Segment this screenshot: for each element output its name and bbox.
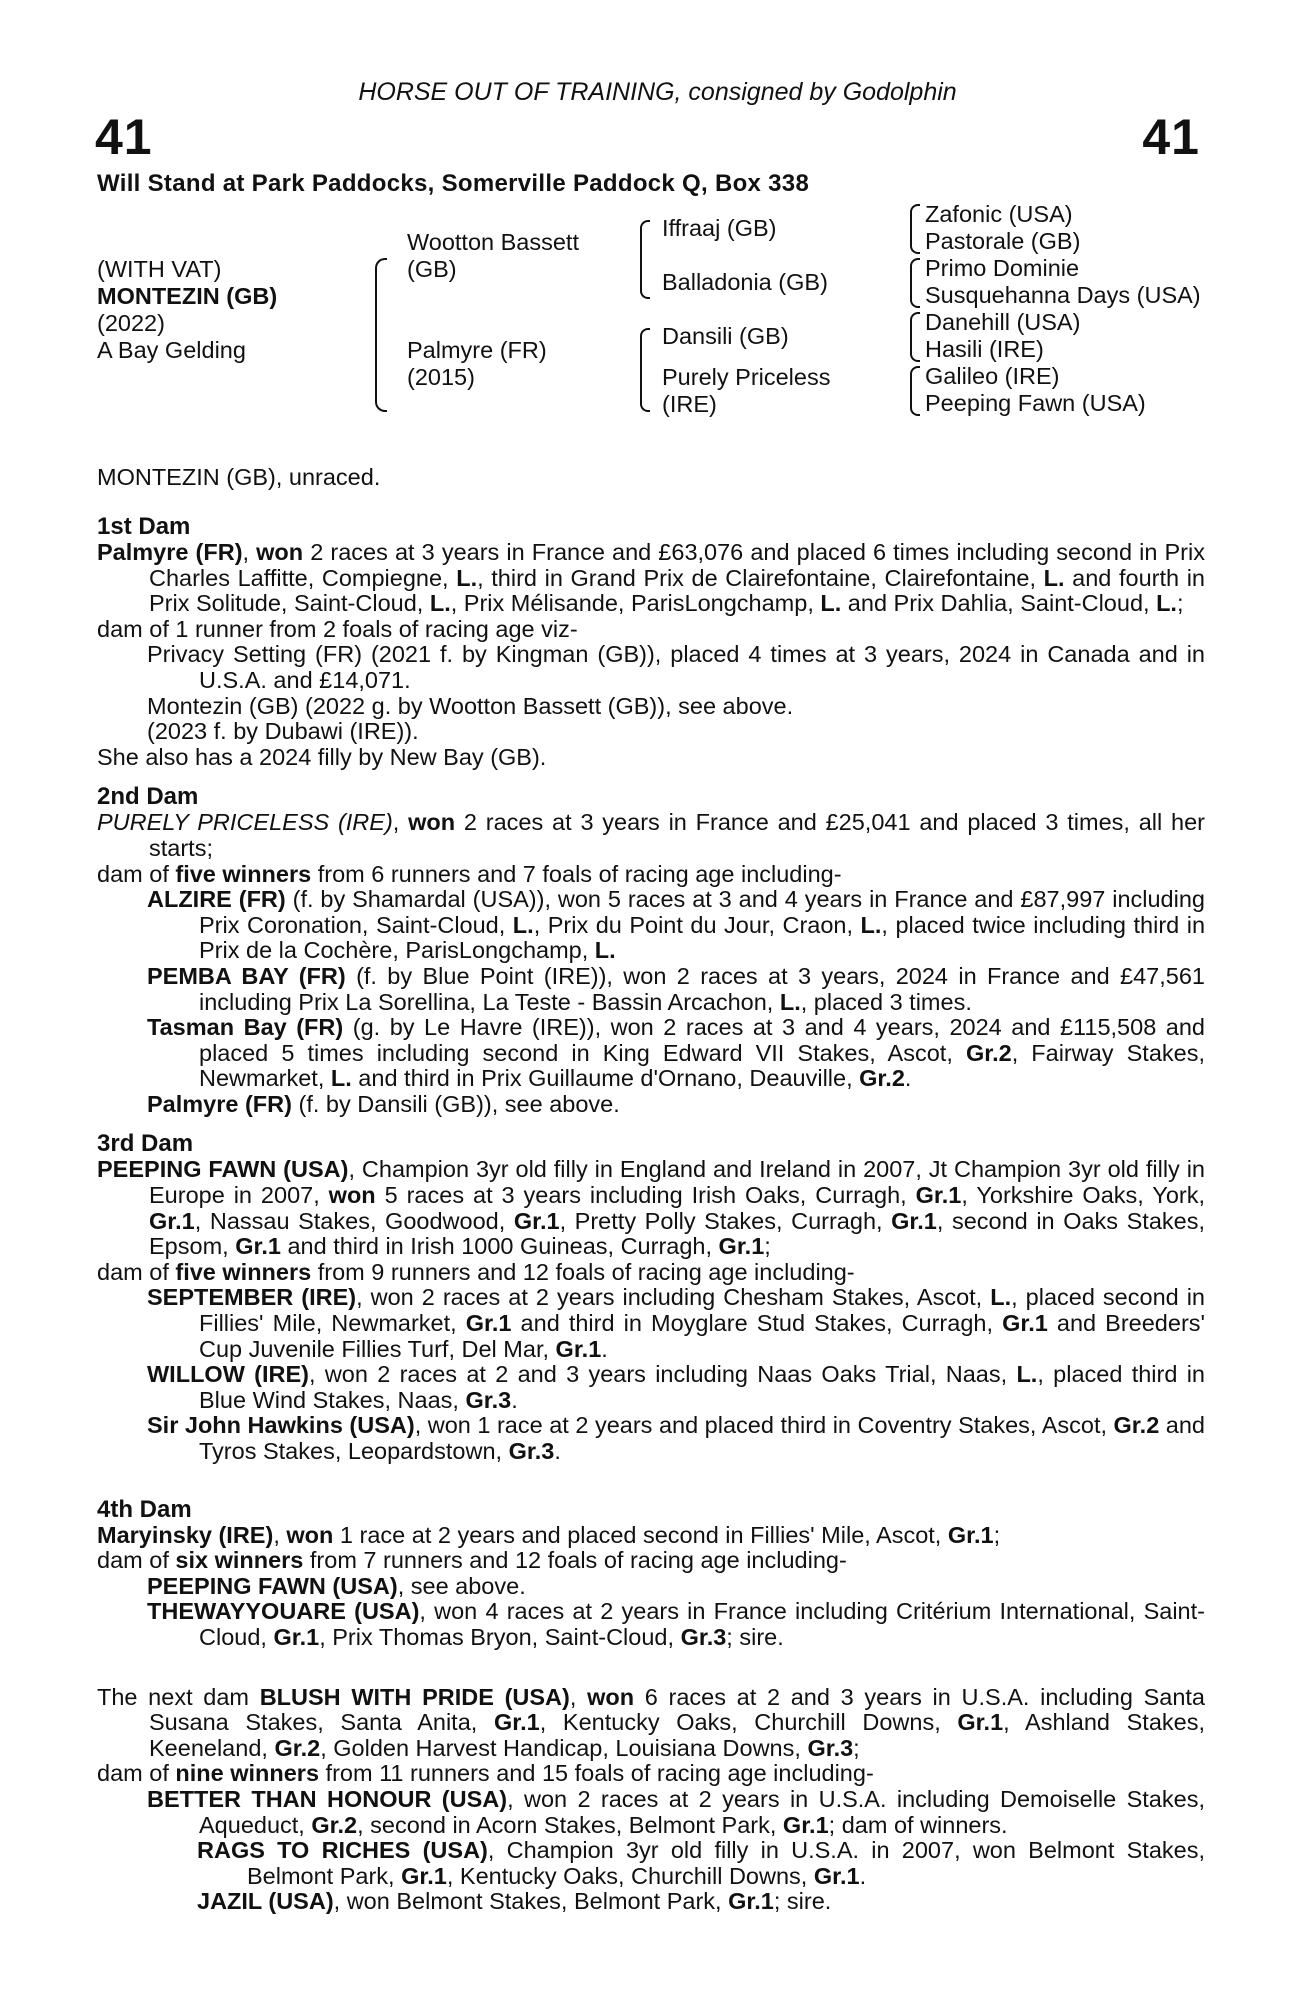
text: , second in Acorn Stakes, Belmont Park, — [357, 1811, 783, 1838]
offspring-entry — [97, 1599, 1205, 1650]
text: , second in Oaks Stakes, Epsom, — [149, 1207, 1205, 1260]
ped-ddd: Peeping Fawn (USA) — [925, 390, 1146, 416]
second-dam-produce-intro — [97, 862, 1205, 888]
offspring-name: JAZIL (USA) — [197, 1888, 334, 1915]
text: from 7 runners and 12 foals of racing age including- — [303, 1547, 847, 1574]
text: ; sire. — [773, 1888, 832, 1915]
group-mark: Gr.1 — [915, 1182, 962, 1209]
lot-number-right: 41 — [1142, 109, 1200, 165]
listed-mark: L. — [594, 937, 616, 964]
text: , won 4 races at 2 years in France including Critérium International, Saint-Cloud, — [199, 1598, 1205, 1650]
group-mark: Gr.1 — [718, 1233, 765, 1260]
won-label: won — [587, 1683, 635, 1710]
offspring-name: BETTER THAN HONOUR (USA) — [147, 1785, 508, 1812]
offspring-entry: SEPTEMBER (IRE), won 2 races at 2 years including Chesham Stakes, Ascot, L., placed second in Fillies' Mile, Newmarket, Gr.1 and third in Moyglare Stud Stakes, Curragh, Gr.1 and Breeders' Cup Juvenile Fillies Turf, Del Mar, Gr.1. — [147, 1284, 1206, 1362]
text: , third in Grand Prix de Clairefontaine, Clairefontaine, — [477, 564, 1044, 591]
text: 5 races at 3 years including Irish Oaks, Curragh, — [375, 1182, 916, 1209]
text: , Golden Harvest Handicap, Louisiana Downs, — [320, 1734, 808, 1761]
text: and third in Prix Guillaume d'Ornano, Deauville, — [351, 1065, 860, 1092]
listed-mark: L. — [456, 564, 478, 591]
text: dam of — [97, 1760, 176, 1787]
listed-mark: L. — [779, 988, 801, 1015]
offspring-name: Sir John Hawkins (USA) — [147, 1412, 415, 1439]
listed-mark: L. — [512, 911, 534, 938]
offspring-name: PEMBA BAY (FR) — [147, 962, 346, 989]
winners-count: nine winners — [175, 1760, 320, 1787]
text: from 9 runners and 12 foals of racing age including- — [311, 1258, 855, 1285]
text: and Tyros Stakes, Leopardstown, — [199, 1412, 1206, 1464]
first-dam-heading: 1st Dam — [97, 513, 191, 540]
sire-sire: Iffraaj (GB) — [662, 215, 777, 241]
offspring-entry: RAGS TO RICHES (USA), Champion 3yr old filly in U.S.A. in 2007, won Belmont Stakes, Belmont Park, Gr.1, Kentucky Oaks, Churchill Downs, Gr.1. — [197, 1837, 1205, 1889]
text: , won 2 races at 2 years in U.S.A. including Demoiselle Stakes, Aqueduct, — [199, 1785, 1205, 1838]
listed-mark: L. — [820, 590, 842, 617]
group-mark: Gr.1 — [782, 1811, 829, 1838]
text: , Champion 3yr old filly in England and Ireland in 2007, Jt Champion 3yr old filly in Europe in 2007, — [149, 1156, 1206, 1209]
dam-brace — [640, 328, 650, 412]
dam-sections — [97, 514, 1205, 1915]
text: (f. by Dansili (GB)), see above. — [291, 1090, 620, 1117]
text: and third in Moyglare Stud Stakes, Curragh, — [511, 1310, 1003, 1337]
text: 1 race at 2 years and placed second in Fillies' Mile, Ascot, — [333, 1521, 948, 1548]
text: , Yorkshire Oaks, York, — [961, 1182, 1206, 1209]
text: , placed 3 times. — [800, 988, 972, 1015]
group-mark: Gr.2 — [1113, 1412, 1160, 1439]
group-mark: Gr.1 — [947, 1521, 994, 1548]
listed-mark: L. — [1156, 590, 1177, 617]
group-mark: Gr.1 — [728, 1888, 774, 1915]
next-dam-name: BLUSH WITH PRIDE (USA) — [259, 1683, 570, 1710]
text: dam of — [97, 860, 176, 887]
dam-year: (2015) — [407, 364, 475, 390]
won-label: won — [328, 1182, 376, 1209]
text: , see above. — [397, 1572, 526, 1599]
group-mark: Gr.2 — [311, 1811, 358, 1838]
fourth-dam-section — [97, 1497, 1205, 1651]
text: and Breeders' Cup Juvenile Fillies Turf, Del Mar, — [199, 1310, 1206, 1362]
sire-brace — [640, 220, 650, 299]
text: , Prix Mélisande, ParisLongchamp, — [450, 590, 821, 617]
text: , Nassau Stakes, Goodwood, — [194, 1207, 514, 1234]
third-dam-section — [97, 1131, 1205, 1464]
listed-mark: L. — [330, 1065, 352, 1092]
third-dam-heading: 3rd Dam — [97, 1130, 194, 1158]
ped-sds: Primo Dominie — [925, 255, 1080, 281]
text: , placed third in Blue Wind Stakes, Naas, — [199, 1361, 1206, 1413]
dam-dam: Purely Priceless — [662, 364, 831, 390]
offspring-name: RAGS TO RICHES (USA) — [197, 1837, 488, 1864]
group-mark: Gr.1 — [273, 1623, 320, 1650]
text: dam of — [97, 1547, 176, 1574]
won-label: won — [256, 539, 304, 565]
unraced-note: MONTEZIN (GB), unraced. — [97, 464, 381, 490]
winners-count: five winners — [175, 1258, 312, 1285]
group-mark: Gr.1 — [957, 1709, 1004, 1736]
first-dam-also: She also has a 2024 filly by New Bay (GB). — [97, 743, 547, 770]
sd-brace — [910, 258, 920, 308]
group-mark: Gr.1 — [1002, 1310, 1048, 1337]
offspring-entry: WILLOW (IRE), won 2 races at 2 and 3 years including Naas Oaks Trial, Naas, L., placed third in Blue Wind Stakes, Naas, Gr.3. — [147, 1361, 1206, 1413]
text: , Pretty Polly Stakes, Curragh, — [559, 1207, 892, 1234]
text: 6 races at 2 and 3 years in U.S.A. including Santa Susana Stakes, Santa Anita, — [149, 1683, 1205, 1736]
horse-year: (2022) — [97, 310, 165, 336]
dam-dam-country: (IRE) — [662, 391, 717, 417]
consignment-line: HORSE OUT OF TRAINING, consigned by Godolphin — [358, 78, 957, 106]
sire-dam: Balladonia (GB) — [662, 269, 828, 295]
won-label: won — [286, 1521, 334, 1548]
dam-name: Palmyre (FR) — [407, 337, 547, 363]
group-mark: Gr.1 — [401, 1862, 447, 1889]
listed-mark: L. — [860, 911, 882, 938]
fourth-dam-produce-intro — [97, 1548, 1205, 1574]
offspring-name: WILLOW (IRE) — [147, 1361, 309, 1388]
listed-mark: L. — [1043, 564, 1065, 591]
group-mark: Gr.1 — [555, 1335, 602, 1362]
offspring-entry — [97, 887, 1205, 964]
ss-brace — [910, 204, 920, 254]
text: , Prix du Point du Jour, Craon, — [533, 911, 861, 938]
text: , placed twice including third in Prix de la Cochère, ParisLongchamp, — [199, 911, 1206, 964]
fourth-dam-record: Maryinsky (IRE), won 1 race at 2 years and placed second in Fillies' Mile, Ascot, Gr.1; — [97, 1521, 1001, 1548]
text: ; sire. — [726, 1623, 784, 1650]
offspring-name: ALZIRE (FR) — [147, 886, 286, 913]
fourth-dam-name: Maryinsky (IRE) — [97, 1521, 274, 1548]
text: , placed second in Fillies' Mile, Newmarket, — [199, 1284, 1206, 1337]
second-dam-name: PURELY PRICELESS (IRE) — [97, 809, 393, 836]
group-mark: Gr.1 — [149, 1207, 195, 1234]
group-mark: Gr.3 — [807, 1734, 854, 1761]
third-dam-name: PEEPING FAWN (USA) — [97, 1156, 349, 1183]
text: The next dam — [97, 1683, 260, 1710]
ped-sdd: Susquehanna Days (USA) — [925, 282, 1201, 308]
winners-count: five winners — [175, 860, 312, 887]
text: (g. by Le Havre (IRE)), won 2 races at 3 and 4 years, 2024 and £115,508 and placed 5 times including second in King Edward VII Stakes, Ascot, — [199, 1014, 1206, 1066]
text: , won 2 races at 2 and 3 years including Naas Oaks Trial, Naas, — [309, 1361, 1017, 1388]
text: , won 2 races at 2 years including Chesham Stakes, Ascot, — [356, 1284, 991, 1311]
text: (f. by Shamardal (USA)), won 5 races at 3 and 4 years in France and £87,997 including Prix Coronation, Saint-Cloud, — [199, 886, 1205, 938]
offspring-entry — [97, 964, 1205, 1015]
first-dam-section — [97, 514, 1205, 770]
text: 2 races at 3 years in France and £25,041 and placed 3 times, all her starts; — [149, 809, 1206, 861]
winners-count: six winners — [175, 1547, 304, 1574]
horse-name: MONTEZIN (GB) — [97, 283, 278, 309]
stand-location: Will Stand at Park Paddocks, Somerville Paddock Q, Box 338 — [97, 170, 810, 197]
third-dam-produce-intro — [97, 1260, 1205, 1286]
text: 2 races at 3 years in France and £63,076 and placed 6 times including second in Prix Charles Laffitte, Compiegne, — [149, 539, 1205, 591]
group-mark: Gr.1 — [235, 1233, 281, 1260]
vat-note: (WITH VAT) — [97, 256, 222, 282]
group-mark: Gr.1 — [493, 1709, 540, 1736]
next-dam-record: The next dam BLUSH WITH PRIDE (USA), won 6 races at 2 and 3 years in U.S.A. including Santa Susana Stakes, Santa Anita, Gr.1, Kentucky Oaks, Churchill Downs, Gr.1, Ashland Stakes, Keeneland, Gr.2, Golden Harvest Handicap, Louisiana Downs, Gr.3; — [97, 1683, 1206, 1761]
listed-mark: L. — [1016, 1361, 1038, 1388]
offspring-name: SEPTEMBER (IRE) — [147, 1284, 357, 1311]
sire-country: (GB) — [407, 256, 457, 282]
sire-name: Wootton Bassett — [407, 229, 579, 255]
offspring-entry: (2023 f. by Dubawi (IRE)). — [147, 718, 419, 745]
text: ; — [1176, 590, 1184, 617]
group-mark: Gr.1 — [813, 1862, 860, 1889]
text: , won Belmont Stakes, Belmont Park, — [333, 1888, 729, 1915]
next-dam-section — [97, 1685, 1205, 1915]
lot-number-left: 41 — [95, 109, 153, 165]
won-label: won — [408, 809, 456, 836]
third-dam-record: PEEPING FAWN (USA), Champion 3yr old filly in England and Ireland in 2007, Jt Champion 3yr old filly in Europe in 2007, won 5 races at 3 years including Irish Oaks, Curragh, Gr.1, Yorkshire Oaks, York, Gr.1, Nassau Stakes, Goodwood, Gr.1, Pretty Polly Stakes, Curragh, Gr.1, second in Oaks Stakes, Epsom, Gr.1 and third in Irish 1000 Guineas, Curragh, Gr.1; — [97, 1156, 1206, 1260]
offspring-entry: Tasman Bay (FR) (g. by Le Havre (IRE)), won 2 races at 3 and 4 years, 2024 and £115,508 and placed 5 times including second in King Edward VII Stakes, Ascot, Gr.2, Fairway Stakes, Newmarket, L. and third in Prix Guillaume d'Ornano, Deauville, Gr.2. — [147, 1014, 1206, 1092]
ped-dsd: Hasili (IRE) — [925, 336, 1044, 362]
second-dam-heading: 2nd Dam — [97, 783, 199, 811]
text: , Champion 3yr old filly in U.S.A. in 2007, won Belmont Stakes, Belmont Park, — [247, 1837, 1205, 1889]
offspring-name: Tasman Bay (FR) — [147, 1014, 344, 1041]
group-mark: Gr.2 — [274, 1734, 321, 1761]
horse-description: A Bay Gelding — [97, 337, 246, 363]
text: ; dam of winners. — [828, 1811, 1008, 1838]
text: , Fairway Stakes, Newmarket, — [199, 1039, 1205, 1092]
next-dam-produce-intro — [97, 1761, 1205, 1787]
offspring-entry: Montezin (GB) (2022 g. by Wootton Bassett (GB)), see above. — [147, 692, 794, 719]
text: and fourth in Prix Solitude, Saint-Cloud, — [149, 564, 1205, 617]
first-dam-produce-intro: dam of 1 runner from 2 foals of racing age viz- — [97, 615, 578, 642]
ped-dds: Galileo (IRE) — [925, 363, 1060, 389]
text: from 6 runners and 7 foals of racing age including- — [311, 860, 842, 887]
second-dam-section — [97, 784, 1205, 1117]
text: and Prix Dahlia, Saint-Cloud, — [841, 590, 1157, 617]
offspring-name: PEEPING FAWN (USA) — [147, 1572, 398, 1599]
offspring-entry — [97, 1092, 1205, 1118]
text: , won 1 race at 2 years and placed third in Coventry Stakes, Ascot, — [414, 1412, 1114, 1439]
listed-mark: L. — [990, 1284, 1012, 1311]
second-dam-record: PURELY PRICELESS (IRE), won 2 races at 3 years in France and £25,041 and placed 3 times, all her starts; — [97, 809, 1206, 861]
offspring-name: Palmyre (FR) — [147, 1090, 292, 1117]
first-dam-record: Palmyre (FR), won 2 races at 3 years in France and £63,076 and placed 6 times including second in Prix Charles Laffitte, Compiegne, L., third in Grand Prix de Clairefontaine, Clairefontaine, L. and fourth in Prix Solitude, Saint-Cloud, L., Prix Mélisande, ParisLongchamp, L. and Prix Dahlia, Saint-Cloud, L.; — [97, 539, 1205, 617]
dd-brace — [910, 366, 920, 416]
fourth-dam-heading: 4th Dam — [97, 1495, 192, 1523]
offspring-entry: Privacy Setting (FR) (2021 f. by Kingman (GB)), placed 4 times at 3 years, 2024 in Canada and in U.S.A. and £14,071. — [147, 641, 1205, 693]
offspring-entry: Sir John Hawkins (USA), won 1 race at 2 years and placed third in Coventry Stakes, Ascot, Gr.2 and Tyros Stakes, Leopardstown, Gr.3. — [147, 1412, 1206, 1464]
text: , Ashland Stakes, Keeneland, — [149, 1709, 1206, 1761]
dam-sire: Dansili (GB) — [662, 323, 789, 349]
text: , Kentucky Oaks, Churchill Downs, — [446, 1862, 814, 1889]
listed-mark: L. — [429, 590, 451, 617]
pedigree-brace — [375, 258, 387, 412]
group-mark: Gr.2 — [859, 1065, 905, 1092]
text: from 11 runners and 15 foals of racing age including- — [319, 1760, 874, 1787]
text: , Kentucky Oaks, Churchill Downs, — [539, 1709, 958, 1736]
group-mark: Gr.1 — [513, 1207, 560, 1234]
offspring-entry — [97, 1787, 1205, 1838]
first-dam-name: Palmyre (FR) — [97, 539, 243, 565]
text: (f. by Blue Point (IRE)), won 2 races at 3 years, 2024 in France and £47,561 including Prix La Sorellina, La Teste - Bassin Arcachon, — [199, 962, 1205, 1015]
offspring-entry — [97, 1889, 1205, 1915]
text: , Prix Thomas Bryon, Saint-Cloud, — [319, 1623, 681, 1650]
text: dam of — [97, 1258, 176, 1285]
ds-brace — [910, 312, 920, 362]
ped-sss: Zafonic (USA) — [925, 201, 1073, 227]
group-mark: Gr.1 — [465, 1310, 512, 1337]
group-mark: Gr.3 — [680, 1623, 727, 1650]
ped-dss: Danehill (USA) — [925, 309, 1081, 335]
ped-ssd: Pastorale (GB) — [925, 228, 1081, 254]
group-mark: Gr.2 — [965, 1039, 1012, 1066]
group-mark: Gr.3 — [465, 1386, 512, 1413]
group-mark: Gr.3 — [508, 1438, 555, 1464]
offspring-entry — [97, 1574, 1205, 1600]
text: and third in Irish 1000 Guineas, Curragh, — [280, 1233, 719, 1260]
group-mark: Gr.1 — [891, 1207, 937, 1234]
offspring-name: THEWAYYOUARE (USA) — [147, 1598, 420, 1625]
